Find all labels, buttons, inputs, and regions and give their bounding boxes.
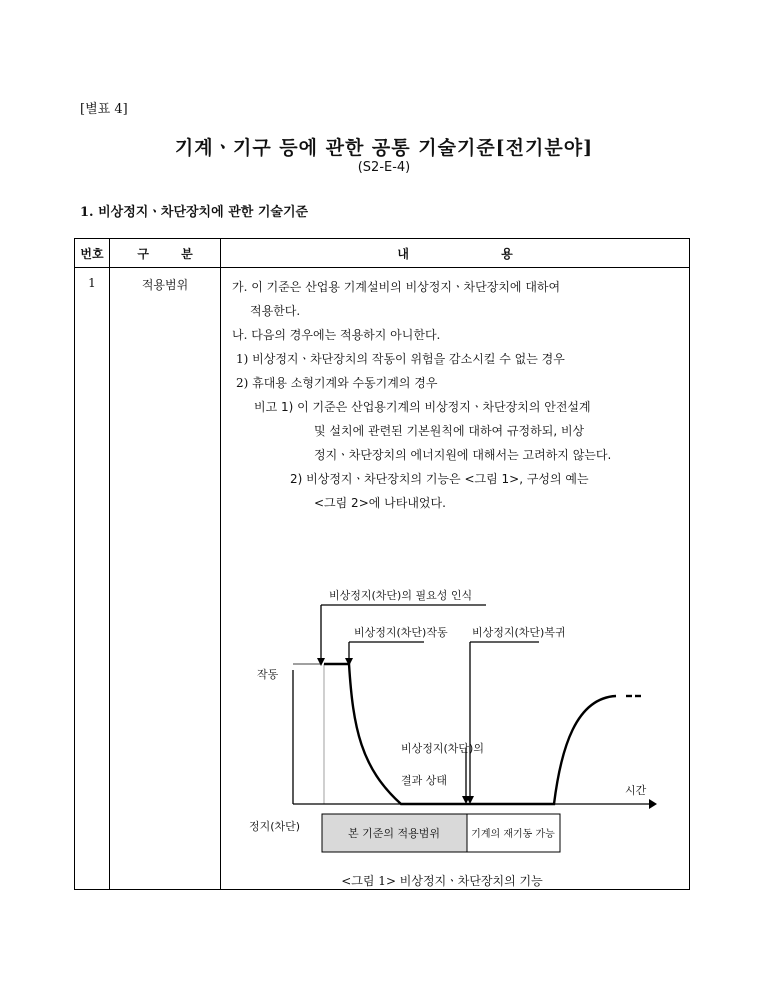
- label-need: 비상정지(차단)의 필요성 인식: [329, 589, 473, 602]
- content-line: 정지ㆍ차단장치의 에너지원에 대해서는 고려하지 않는다.: [314, 448, 612, 462]
- header-category: 구 분: [110, 239, 221, 268]
- figure-caption: <그림 1> 비상정지ㆍ차단장치의 기능: [341, 874, 543, 888]
- content-line: 나. 다음의 경우에는 적용하지 아니한다.: [232, 328, 441, 342]
- header-number: 번호: [75, 239, 110, 268]
- content-line: <그림 2>에 나타내었다.: [314, 496, 446, 510]
- label-result-1: 비상정지(차단)의: [401, 742, 484, 755]
- emergency-stop-function-diagram: [221, 268, 690, 892]
- label-activate: 비상정지(차단)작동: [354, 626, 448, 639]
- page-title: 기계ㆍ기구 등에 관한 공통 기술기준[전기분야]: [174, 137, 594, 159]
- label-reset: 비상정지(차단)복귀: [472, 626, 566, 639]
- content-line: 2) 비상정지ㆍ차단장치의 기능은 <그림 1>, 구성의 예는: [290, 472, 589, 486]
- label-result-2: 결과 상태: [401, 774, 448, 787]
- label-scope: 본 기준의 적용범위: [347, 827, 441, 840]
- content-line: 비고 1) 이 기준은 산업용기계의 비상정지ㆍ차단장치의 안전설계: [254, 400, 591, 414]
- label-operating: 작동: [257, 668, 279, 681]
- header-content: 내 용: [221, 239, 690, 268]
- content-line: 2) 휴대용 소형기계와 수동기계의 경우: [236, 376, 438, 390]
- row-category: 적용범위: [110, 268, 221, 890]
- section-heading: 1. 비상정지ㆍ차단장치에 관한 기술기준: [80, 205, 309, 220]
- spec-table: [74, 238, 690, 890]
- annex-label: [별표 4]: [80, 102, 128, 117]
- document-code: (S2-E-4): [357, 160, 411, 175]
- label-time: 시간: [625, 784, 647, 797]
- x-axis-arrowhead: [649, 799, 657, 809]
- table-header-row: [75, 239, 690, 268]
- content-line: 1) 비상정지ㆍ차단장치의 작동이 위험을 감소시킬 수 없는 경우: [236, 352, 565, 366]
- label-stop: 정지(차단): [249, 820, 301, 833]
- content-line: 가. 이 기준은 산업용 기계설비의 비상정지ㆍ차단장치에 대하여: [232, 280, 561, 294]
- row-number: 1: [75, 268, 110, 890]
- label-restart: 기계의 재기동 가능: [471, 829, 555, 840]
- row-content: [221, 268, 690, 890]
- content-line: 및 설치에 관련된 기본원칙에 대하여 규정하되, 비상: [314, 424, 585, 438]
- table-row: [75, 268, 690, 890]
- content-line: 적용한다.: [250, 304, 301, 318]
